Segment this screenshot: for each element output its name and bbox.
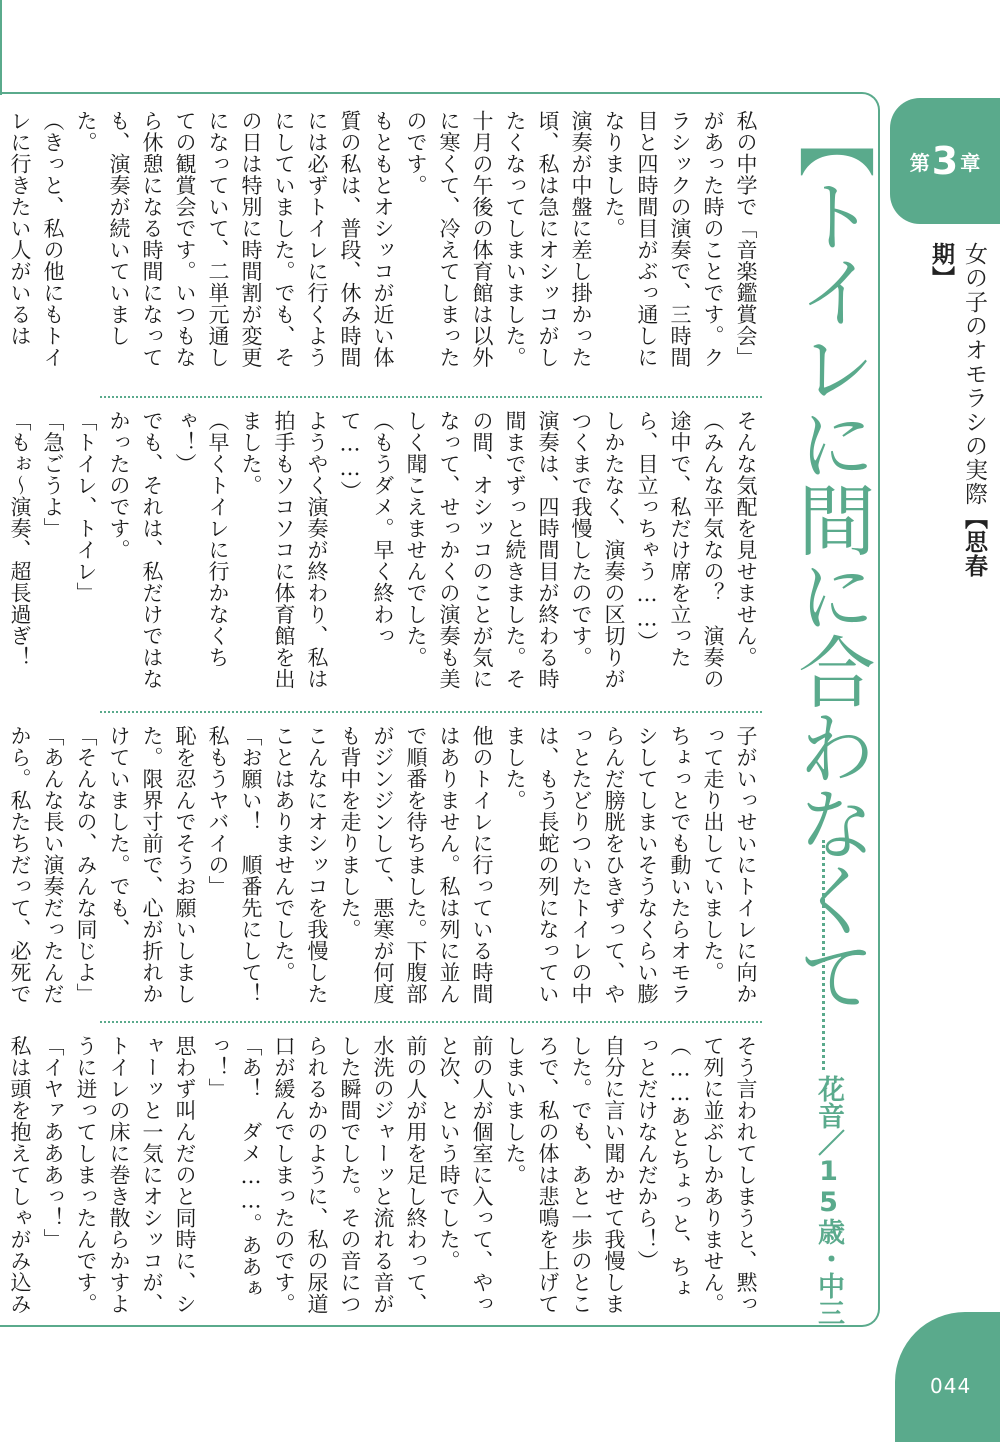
paragraph: 「イヤァあああっ！」	[41, 1035, 65, 1250]
paragraph: 恥を忍んでそうお願いしました。限界寸前で、心が折れかけていました。でも、	[107, 725, 197, 1005]
paragraph: 「お願い！ 順番先にして！ 私もうヤバイの」	[206, 725, 263, 1026]
paragraph: そう言われてしまうと、黙って列に並ぶしかありません。	[701, 1035, 758, 1315]
paragraph: 「急ごうよ」	[41, 410, 65, 539]
paragraph: 「あ！ ダメ……。ああぁっ！」	[206, 1035, 263, 1299]
book-subtitle-tag: 【思春期】	[928, 242, 987, 578]
paragraph: ちょっとでも動いたらオモラシしてしまいそうなくらい膨らんだ膀胱をひきずって、やっとたどりついたトイレの中は、もう長蛇の列になっていました。	[503, 725, 692, 1005]
text-block-3	[8, 725, 762, 1026]
book-subtitle	[925, 242, 991, 582]
paragraph: 子がいっせいにトイレに向かって走り出していました。	[701, 725, 758, 1005]
page-number: 044	[930, 1374, 972, 1398]
paragraph: 「トイレ、トイレ」	[74, 410, 98, 604]
paragraph: 「あんな長い演奏だったんだから。私たちだって、必死で	[8, 725, 65, 1005]
article-byline: 花音／15歳・中三	[813, 1075, 844, 1326]
frame-edge	[0, 0, 2, 95]
paragraph: 思わず叫んだのと同時に、シャーッと一気にオシッコが、トイレの床に巻き散らかすように迸ってしまったんです。	[74, 1035, 197, 1315]
paragraph: 「そんなの、みんな同じよ」	[74, 725, 98, 1005]
paragraph: もともとオシッコが近い体質の私は、普段、休み時間には必ずトイレに行くようにしていました。でも、その日は特別に時間割が変更になっていて、二単元通しての観賞会です。いつもなら休憩になる時間になっても、演奏が続いていました。	[74, 110, 395, 368]
paragraph: （……あとちょっと、ちょっとだけなんだから！）	[635, 1035, 692, 1299]
article-title: 【トイレに間に合わなくて	[785, 100, 875, 1012]
paragraph: 十月の午後の体育館は以外に寒くて、冷えてしまったのです。	[404, 110, 494, 368]
paragraph: 「もぉ〜演奏、超長過ぎ！	[8, 410, 32, 668]
paragraph: （きっと、私の他にもトイレに行きたい人がいるは	[8, 110, 65, 368]
chapter-tab	[890, 98, 1000, 224]
paragraph: ようやく演奏が終わり、私は拍手もソコソコに体育館を出ました。	[239, 410, 329, 690]
paragraph: 前の人が個室に入って、やっと次、という時でした。	[437, 1035, 494, 1315]
paragraph: そんな気配を見せません。	[734, 410, 758, 668]
section-divider	[100, 711, 762, 713]
paragraph: 前の人が用を足し終わって、水洗のジャーッと流れる音がした瞬間でした。その音につられるかのように、私の尿道口が緩んでしまったのです。	[272, 1035, 428, 1315]
section-divider	[100, 396, 762, 398]
text-block-1	[8, 110, 762, 385]
paragraph: 演奏が中盤に差し掛かった頃、私は急にオシッコがしたくなってしまいました。	[503, 110, 593, 368]
section-divider	[100, 1021, 762, 1023]
chapter-prefix: 第	[909, 150, 930, 175]
paragraph: 自分に言い聞かせて我慢しました。でも、あと一歩のところで、私の体は悲鳴を上げてしまいました。	[503, 1035, 626, 1315]
paragraph: しかたなく、演奏の区切りがつくまで我慢したのです。	[569, 410, 626, 690]
chapter-suffix: 章	[960, 150, 981, 175]
paragraph: （早くトイレに行かなくちゃ！）	[173, 410, 230, 668]
text-block-4	[8, 1035, 762, 1320]
paragraph: 他のトイレに行っている時間はありません。私は列に並んで順番を待ちました。下腹部がジンジンして、悪寒が何度も背中を走りました。	[338, 725, 494, 1005]
paragraph: でも、それは、私だけではなかったのです。	[107, 410, 164, 690]
paragraph: こんなにオシッコを我慢したことはありませんでした。	[272, 725, 329, 1005]
paragraph: 私は頭を抱えてしゃがみ込み	[8, 1035, 32, 1315]
paragraph: （もうダメ。早く終わって……）	[338, 410, 395, 647]
chapter-number: 3	[931, 139, 959, 183]
paragraph: 演奏は、四時間目が終わる時間までずっと続きました。その間、オシッコのことが気になって、せっかくの演奏も美しく聞こえませんでした。	[404, 410, 560, 690]
text-block-2	[8, 410, 762, 700]
paragraph: 私の中学で「音楽鑑賞会」があった時のことです。クラシックの演奏で、三時間目と四時間目がぶっ通しになりました。	[602, 110, 758, 368]
book-subtitle-text: 女の子のオモラシの実際	[961, 242, 987, 506]
title-dotted-leader	[822, 840, 825, 1070]
paragraph: （みんな平気なの？ 演奏の途中で、私だけ席を立ったら、目立っちゃう……）	[635, 410, 725, 690]
